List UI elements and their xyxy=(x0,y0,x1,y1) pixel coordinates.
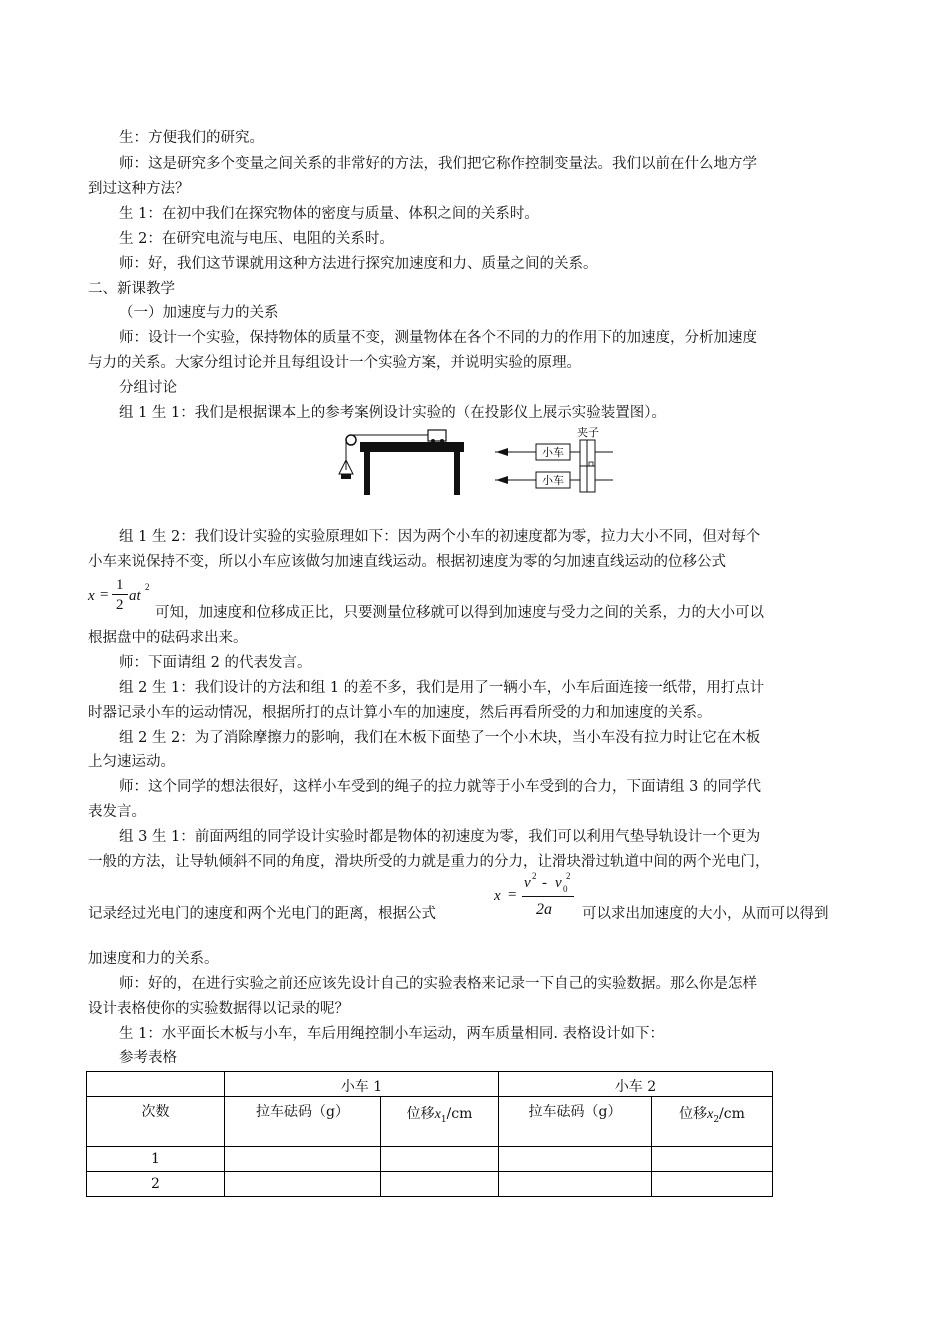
paragraph: 设计表格使你的实验数据得以记录的呢？ xyxy=(88,1001,349,1017)
subsection-heading: （一）加速度与力的关系 xyxy=(119,305,279,321)
table-cell xyxy=(225,1147,381,1172)
table-pulley-diagram xyxy=(339,430,464,495)
table-row-number: 2 xyxy=(87,1172,225,1197)
paragraph: 可以求出加速度的大小，从而可以得到 xyxy=(582,906,829,922)
table-cell xyxy=(381,1147,499,1172)
paragraph: 可知，加速度和位移成正比，只要测量位移就可以得到加速度与受力之间的关系，力的大小可以 xyxy=(155,605,764,621)
paragraph: 组 2 生 2：为了消除摩擦力的影响，我们在木板下面垫了一个小木块，当小车没有拉力时让它在木板 xyxy=(119,730,761,746)
table-header-weight1: 拉车砝码（g） xyxy=(225,1097,381,1147)
table-cell xyxy=(652,1172,773,1197)
table-cell xyxy=(381,1172,499,1197)
paragraph: 组 2 生 1：我们设计的方法和组 1 的差不多，我们是用了一辆小车，小车后面连接一纸带，用打点计 xyxy=(119,680,765,696)
apparatus-figure xyxy=(330,426,620,500)
paragraph: 加速度和力的关系。 xyxy=(88,951,219,967)
paragraph: 上匀速运动。 xyxy=(88,754,175,770)
two-cart-diagram xyxy=(495,426,613,492)
paragraph: 小车来说保持不变，所以小车应该做匀加速直线运动。根据初速度为零的匀加速直线运动的位移公式 xyxy=(88,554,726,570)
table-header-disp1: 位移$x_1/cm$ xyxy=(381,1097,499,1147)
paragraph: 分组讨论 xyxy=(119,380,177,396)
paragraph: 生 1：水平面长木板与小车，车后用绳控制小车运动，两车质量相同. 表格设计如下： xyxy=(119,1026,665,1042)
paragraph: 师：这个同学的想法很好，这样小车受到的绳子的拉力就等于小车受到的合力，下面请组 3 的同学代 xyxy=(119,779,761,795)
table-cell-empty xyxy=(87,1072,225,1097)
table-header-weight2: 拉车砝码（g） xyxy=(499,1097,652,1147)
reference-table xyxy=(86,1071,773,1197)
document-page: 生：方便我们的研究。 师：这是研究多个变量之间关系的非常好的方法，我们把它称作控制变量法。我们以前在什么地方学 到过这种方法？ 生 1：在初中我们在探究物体的密度与质量、体积之间的关系时。 生 2：在研究电流与电压、电阻的关系时。 师：好，我们这节课就用这种方法进行探究加速度和力、质量之间的关系。 二、新课教学 （一）加速度与力的关系 师：设计一个实验，保持物体的质量不变，测量物体在各个不同的力的作用下的加速度，分析加速度 与力的关系。大家分组讨论并且每组设计一个实验方案，并说明实验的原理。 分组讨论 组 1 生 1：我们是根据课本上的参考案例设计实验的（在投影仪上展示实验装置图）。 小车 小车 夹子 组 1 生 2：我们设计实验的实验原理如下：因为两个小车的初速度都为零，拉力大小不同，但对每个 小车来说保持不变，所以小车应该做匀加速直线运动。根据初速度为零的匀加速直线运动的位移公式 x = 1 2 at 2 可知，加速度和位移成正比，只要测量位移就可以得到加速度与受力之间的关系，力的大小可以 根据盘中的砝码求出来。 师：下面请组 2 的代表发言。 组 2 生 1：我们设计的方法和组 1 的差不多，我们是用了一辆小车，小车后面连接一纸带，用打点计 时器记录小车的运动情况，根据所打的点计算小车的加速度，然后再看所受的力和加速度的关系。 组 2 生 2：为了消除摩擦力的影响，我们在木板下面垫了一个小木块，当小车没有拉力时让它在木板 上匀速运动。 师：这个同学的想法很好，这样小车受到的绳子的拉力就等于小车受到的合力，下面请组 3 的同学代 表发言。 组 3 生 1：前面两组的同学设计实验时都是物体的初速度为零，我们可以利用气垫导轨设计一个更为 一般的方法，让导轨倾斜不同的角度，滑块所受的力就是重力的分力，让滑块滑过轨道中间的两个光电门， 记录经过光电门的速度和两个光电门的距离，根据公式 x = v 2 - v 0 2 2a 可以求出加速度的大小，从而可以得到 加速度和力的关系。 师：好的，在进行实验之前还应该先设计自己的实验表格来记录一下自己的实验数据。那么你是怎样 设计表格使你的实验数据得以记录的呢？ 生 1：水平面长木板与小车，车后用绳控制小车运动，两车质量相同. 表格设计如下： 参考表格 小车 1 小车 2 次数 拉车砝码（g） 位移$x_1/cm$ 拉车砝码（g） 位移$x_2/cm$ 1 2 xyxy=(0,0,950,1344)
pulley-icon xyxy=(346,435,356,445)
paragraph: 师：设计一个实验，保持物体的质量不变，测量物体在各个不同的力的作用下的加速度，分析加速度 xyxy=(119,330,757,346)
paragraph: 组 1 生 1：我们是根据课本上的参考案例设计实验的（在投影仪上展示实验装置图）。 xyxy=(119,405,667,421)
table-caption: 参考表格 xyxy=(119,1050,177,1066)
paragraph: 生：方便我们的研究。 xyxy=(119,130,264,146)
table-row-number: 1 xyxy=(87,1147,225,1172)
section-heading: 二、新课教学 xyxy=(88,281,175,297)
paragraph: 与力的关系。大家分组讨论并且每组设计一个实验方案，并说明实验的原理。 xyxy=(88,355,581,371)
paragraph: 师：下面请组 2 的代表发言。 xyxy=(119,655,312,671)
paragraph: 生 2：在研究电流与电压、电阻的关系时。 xyxy=(119,231,394,247)
table-header-disp2: 位移$x_2/cm$ xyxy=(652,1097,773,1147)
paragraph: 一般的方法，让导轨倾斜不同的角度，滑块所受的力就是重力的分力，让滑块滑过轨道中间的两个光电门， xyxy=(88,854,770,870)
paragraph: 根据盘中的砝码求出来。 xyxy=(88,630,248,646)
clip-label: 夹子 xyxy=(577,426,599,439)
paragraph: 生 1：在初中我们在探究物体的密度与质量、体积之间的关系时。 xyxy=(119,206,539,222)
paragraph: 表发言。 xyxy=(88,804,146,820)
cart2-label: 小车 xyxy=(542,474,564,487)
table-cell xyxy=(499,1147,652,1172)
paragraph: 到过这种方法？ xyxy=(88,181,190,197)
table-header-cart1: 小车 1 xyxy=(225,1072,499,1097)
paragraph: 记录经过光电门的速度和两个光电门的距离，根据公式 xyxy=(88,906,436,922)
cart1-label: 小车 xyxy=(542,446,564,459)
table-cell xyxy=(652,1147,773,1172)
paragraph: 组 3 生 1：前面两组的同学设计实验时都是物体的初速度为零，我们可以利用气垫导轨设计一个更为 xyxy=(119,829,761,845)
table-cell xyxy=(499,1172,652,1197)
table-header-cart2: 小车 2 xyxy=(499,1072,773,1097)
cart-icon xyxy=(428,430,446,441)
paragraph: 师：好，我们这节课就用这种方法进行探究加速度和力、质量之间的关系。 xyxy=(119,256,598,272)
paragraph: 师：好的，在进行实验之前还应该先设计自己的实验表格来记录一下自己的实验数据。那么你是怎样 xyxy=(119,976,757,992)
table-cell xyxy=(225,1172,381,1197)
paragraph: 师：这是研究多个变量之间关系的非常好的方法，我们把它称作控制变量法。我们以前在什么地方学 xyxy=(119,156,757,172)
table-header-count: 次数 xyxy=(87,1097,225,1147)
paragraph: 组 1 生 2：我们设计实验的实验原理如下：因为两个小车的初速度都为零，拉力大小不同，但对每个 xyxy=(119,529,761,545)
paragraph: 时器记录小车的运动情况，根据所打的点计算小车的加速度，然后再看所受的力和加速度的关系。 xyxy=(88,705,712,721)
